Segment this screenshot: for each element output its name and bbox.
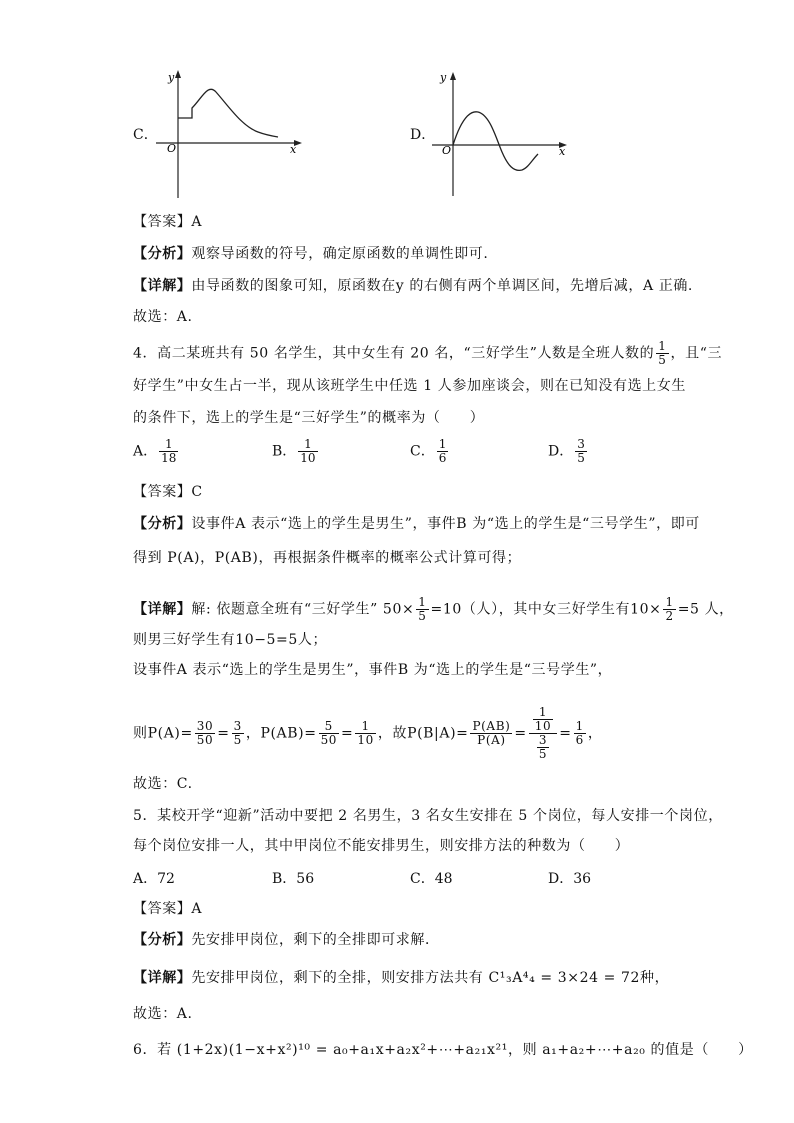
q4-pba-f: $\frac{P(AB)}{P(A)}$ xyxy=(472,719,511,747)
q4-so: ，故 xyxy=(377,725,408,742)
q4-result: $\frac{1}{6}$ xyxy=(575,719,584,747)
q5-analysis xyxy=(133,930,440,950)
q5-line2: 每个岗位安排一人，其中甲岗位不能安排男生，则安排方法的种数为（ ） xyxy=(133,838,630,854)
option-d-label: D． xyxy=(410,127,436,143)
q4-pa-f1: $\frac{30}{50}$ xyxy=(196,719,214,747)
q4-option-c-label: C． xyxy=(410,443,435,460)
q4-frac-1-2: $\frac{1}{2}$ xyxy=(665,595,674,623)
q4-frac-1-5: $\frac{1}{5}$ xyxy=(658,339,667,367)
q4-analysis-2: 得到 P(A)，P(AB)，再根据条件概率的概率公式计算可得； xyxy=(133,550,522,566)
q4-option-d-frac: $\frac{3}{5}$ xyxy=(577,437,585,465)
q4-detail-2: 则男三好学生有10−5=5人； xyxy=(133,632,328,648)
q4-pab-f1: $\frac{5}{50}$ xyxy=(320,719,338,747)
q5-detail-text: 先安排甲岗位，剩下的全排，则安排方法共有 C¹₃A⁴₄ = 3×24 = 72种， xyxy=(191,970,670,986)
q4-detail-1 xyxy=(133,596,734,623)
q5-analysis-text: 先安排甲岗位，剩下的全排即可求解． xyxy=(191,932,440,948)
q4-pba: P(B|A)= xyxy=(407,725,469,742)
graph-c-curve xyxy=(178,89,278,137)
q4-detail1c: =5 人， xyxy=(677,601,734,618)
graph-d-y-label: y xyxy=(440,71,447,84)
q4-choose: 故选：C. xyxy=(133,776,193,792)
q4-complex-frac: $\frac{\frac{1}{10}}{\frac{3}{5}}$ xyxy=(529,706,557,761)
q4-option-b-frac: $\frac{1}{10}$ xyxy=(300,437,316,465)
q5-line1: 5．某校开学“迎新”活动中要把 2 名男生，3 名女生安排在 5 个岗位，每人安排一个岗位， xyxy=(133,808,723,824)
q3-choose: 故选：A. xyxy=(133,309,193,325)
q5-option-c: C．48 xyxy=(410,871,453,887)
graph-d-curve xyxy=(453,112,538,171)
q4-analysis-1 xyxy=(133,514,700,534)
q4-line1b: ，且“三 xyxy=(670,345,723,362)
q4-line1a: 4．高二某班共有 50 名学生，其中女生有 20 名，“三好学生”人数是全班人数的 xyxy=(133,345,655,362)
q3-detail xyxy=(133,276,693,296)
graph-d-y-arrow xyxy=(450,72,456,80)
graph-c-y-arrow xyxy=(175,70,181,78)
q3-answer: 【答案】A xyxy=(133,214,203,230)
q4-pa: P(A)= xyxy=(147,725,193,742)
q4-option-a-label: A． xyxy=(133,443,158,460)
graph-c-y-label: y xyxy=(168,71,175,84)
q4-pab: ，P(AB)= xyxy=(245,725,317,742)
q5-detail xyxy=(133,968,669,988)
q4-option-d xyxy=(548,438,589,465)
q4-option-b xyxy=(272,438,320,465)
option-c-label: C． xyxy=(133,127,158,143)
graph-c xyxy=(150,68,310,200)
q5-option-a: A．72 xyxy=(133,871,175,887)
q4-analysis-tag: 【分析】 xyxy=(133,516,192,532)
q4-detail1a: 解: 依题意全班有“三好学生” 50× xyxy=(191,601,415,618)
q5-choose: 故选：A. xyxy=(133,1006,193,1022)
q4-answer: 【答案】C xyxy=(133,484,203,500)
q3-analysis-text: 观察导函数的符号，确定原函数的单调性即可. xyxy=(191,246,489,262)
q4-detail1b: =10（人），其中女三好学生有10× xyxy=(430,601,662,618)
q3-analysis xyxy=(133,244,488,264)
graph-c-x-label: x xyxy=(290,143,297,156)
q5-answer: 【答案】A xyxy=(133,901,203,917)
q4-pab-f2: $\frac{1}{10}$ xyxy=(357,719,374,747)
q4-then: 则 xyxy=(133,725,148,742)
graph-d-x-label: x xyxy=(559,145,566,158)
q4-line1 xyxy=(133,340,722,367)
q5-analysis-tag: 【分析】 xyxy=(133,932,192,948)
graph-d xyxy=(428,68,578,200)
q4-option-c xyxy=(410,438,450,465)
q3-detail-tag: 【详解】 xyxy=(133,278,192,294)
q4-pa-f2: $\frac{3}{5}$ xyxy=(233,719,242,747)
graph-d-origin: O xyxy=(442,144,452,157)
q4-analysis-text-1: 设事件A 表示“选上的学生是男生”，事件B 为“选上的学生是“三号学生”，即可 xyxy=(191,516,700,532)
q4-detail-4: 则P(A)= $\frac{30}{50}$ = $\frac{3}{5}$ ，P(AB)= $\frac{5}{50}$ = $\frac{1}{10}$ ，故P(B|A)= $\frac{P(AB)}{P(A)}$ = $\frac{\frac{1}{10}}{\frac{3}{5}}$ = $\frac{1}{6}$ ， xyxy=(133,705,603,761)
q4-option-a xyxy=(133,438,180,465)
q3-analysis-tag: 【分析】 xyxy=(133,246,192,262)
q4-option-a-frac: $\frac{1}{18}$ xyxy=(161,437,177,465)
q5-option-d: D．36 xyxy=(548,871,592,887)
graph-c-origin: O xyxy=(167,142,177,155)
q4-frac-1-5b: $\frac{1}{5}$ xyxy=(418,595,427,623)
q4-option-d-label: D． xyxy=(548,443,574,460)
q4-detail-tag: 【详解】 xyxy=(133,601,192,618)
q4-line3: 的条件下，选上的学生是“三好学生”的概率为（ ） xyxy=(133,410,485,426)
q4-option-b-label: B． xyxy=(272,443,297,460)
q5-detail-tag: 【详解】 xyxy=(133,970,192,986)
q6-line: 6．若 (1+2x)(1−x+x²)¹⁰ = a₀+a₁x+a₂x²+⋯+a₂₁x²¹，则 a₁+a₂+⋯+a₂₀ 的值是（ ） xyxy=(133,1042,753,1058)
q4-option-c-frac: $\frac{1}{6}$ xyxy=(438,437,447,465)
q4-detail-3: 设事件A 表示“选上的学生是男生”，事件B 为“选上的学生是“三号学生”， xyxy=(133,662,613,678)
q4-line2: 好学生”中女生占一半，现从该班学生中任选 1 人参加座谈会，则在已知没有选上女生 xyxy=(133,378,686,394)
q3-detail-text: 由导函数的图象可知，原函数在y 的右侧有两个单调区间，先增后减，A 正确. xyxy=(191,278,693,294)
q5-option-b: B．56 xyxy=(272,871,315,887)
